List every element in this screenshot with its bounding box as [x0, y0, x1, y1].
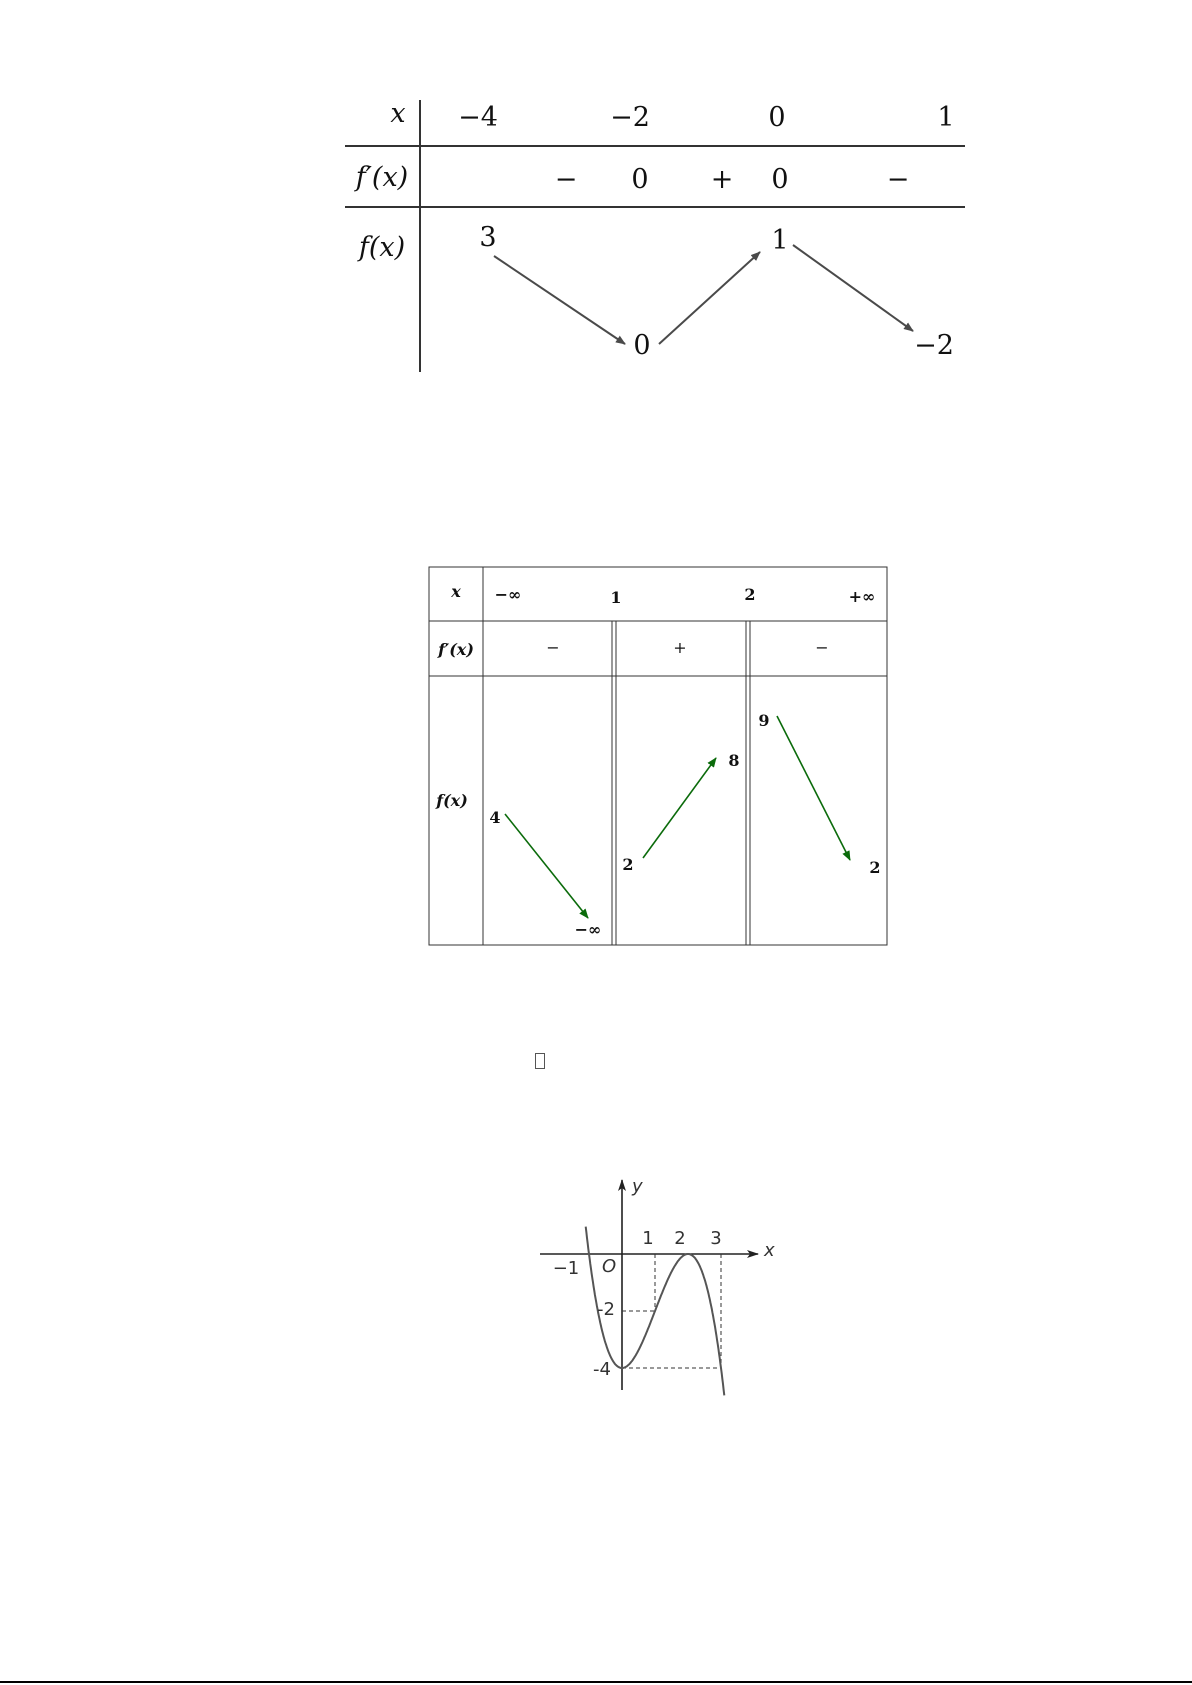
table1-label-f: f(x): [358, 232, 406, 263]
table1-f-value: 0: [633, 330, 651, 361]
table1-x-value: 0: [768, 102, 786, 133]
table2-f-value: 2: [622, 855, 634, 874]
table1-zero: 0: [631, 164, 649, 195]
table2-sign: −: [815, 638, 829, 657]
x-tick-label: 3: [710, 1228, 722, 1249]
table2-x-value: −∞: [494, 585, 522, 604]
table1-sign: −: [554, 164, 578, 195]
y-tick-label: -4: [593, 1359, 611, 1380]
table1-x-value: 1: [937, 102, 955, 133]
x-tick-label: 2: [674, 1228, 686, 1249]
table2-f-value: 8: [728, 751, 740, 770]
origin-label: O: [602, 1256, 617, 1277]
table2-f-value: 4: [489, 808, 501, 827]
footer-rule: [0, 1681, 1192, 1683]
table2-x-value: 2: [744, 585, 756, 604]
table1-f-value: 3: [479, 222, 497, 253]
table1-zero: 0: [771, 164, 789, 195]
table1-x-value: −2: [610, 102, 650, 133]
table2-sign: +: [673, 638, 687, 657]
table2-label-f: f(x): [436, 791, 468, 810]
table1-f-value: −2: [914, 330, 954, 361]
table1-label-fprime: f′(x): [355, 162, 409, 193]
table2-f-value: 2: [869, 858, 881, 877]
table1-sign: −: [886, 164, 910, 195]
table1-x-value: −4: [458, 102, 498, 133]
x-tick-label: −1: [552, 1258, 580, 1279]
table1-f-value: 1: [771, 225, 789, 256]
y-tick-label: -2: [597, 1299, 615, 1320]
table1-label-x: x: [390, 98, 406, 129]
table2-label-fprime: f′(x): [438, 640, 474, 659]
table2-f-value: −∞: [574, 920, 602, 939]
table2-label-x: x: [451, 582, 461, 601]
x-tick-label: 1: [642, 1228, 654, 1249]
table2-sign: −: [546, 638, 560, 657]
x-axis-label: x: [764, 1240, 775, 1261]
table2-x-value: 1: [610, 588, 622, 607]
table2-x-value: +∞: [848, 587, 876, 606]
table2-f-value: 9: [758, 711, 770, 730]
table1-sign: +: [710, 164, 734, 195]
y-axis-label: y: [632, 1176, 643, 1197]
